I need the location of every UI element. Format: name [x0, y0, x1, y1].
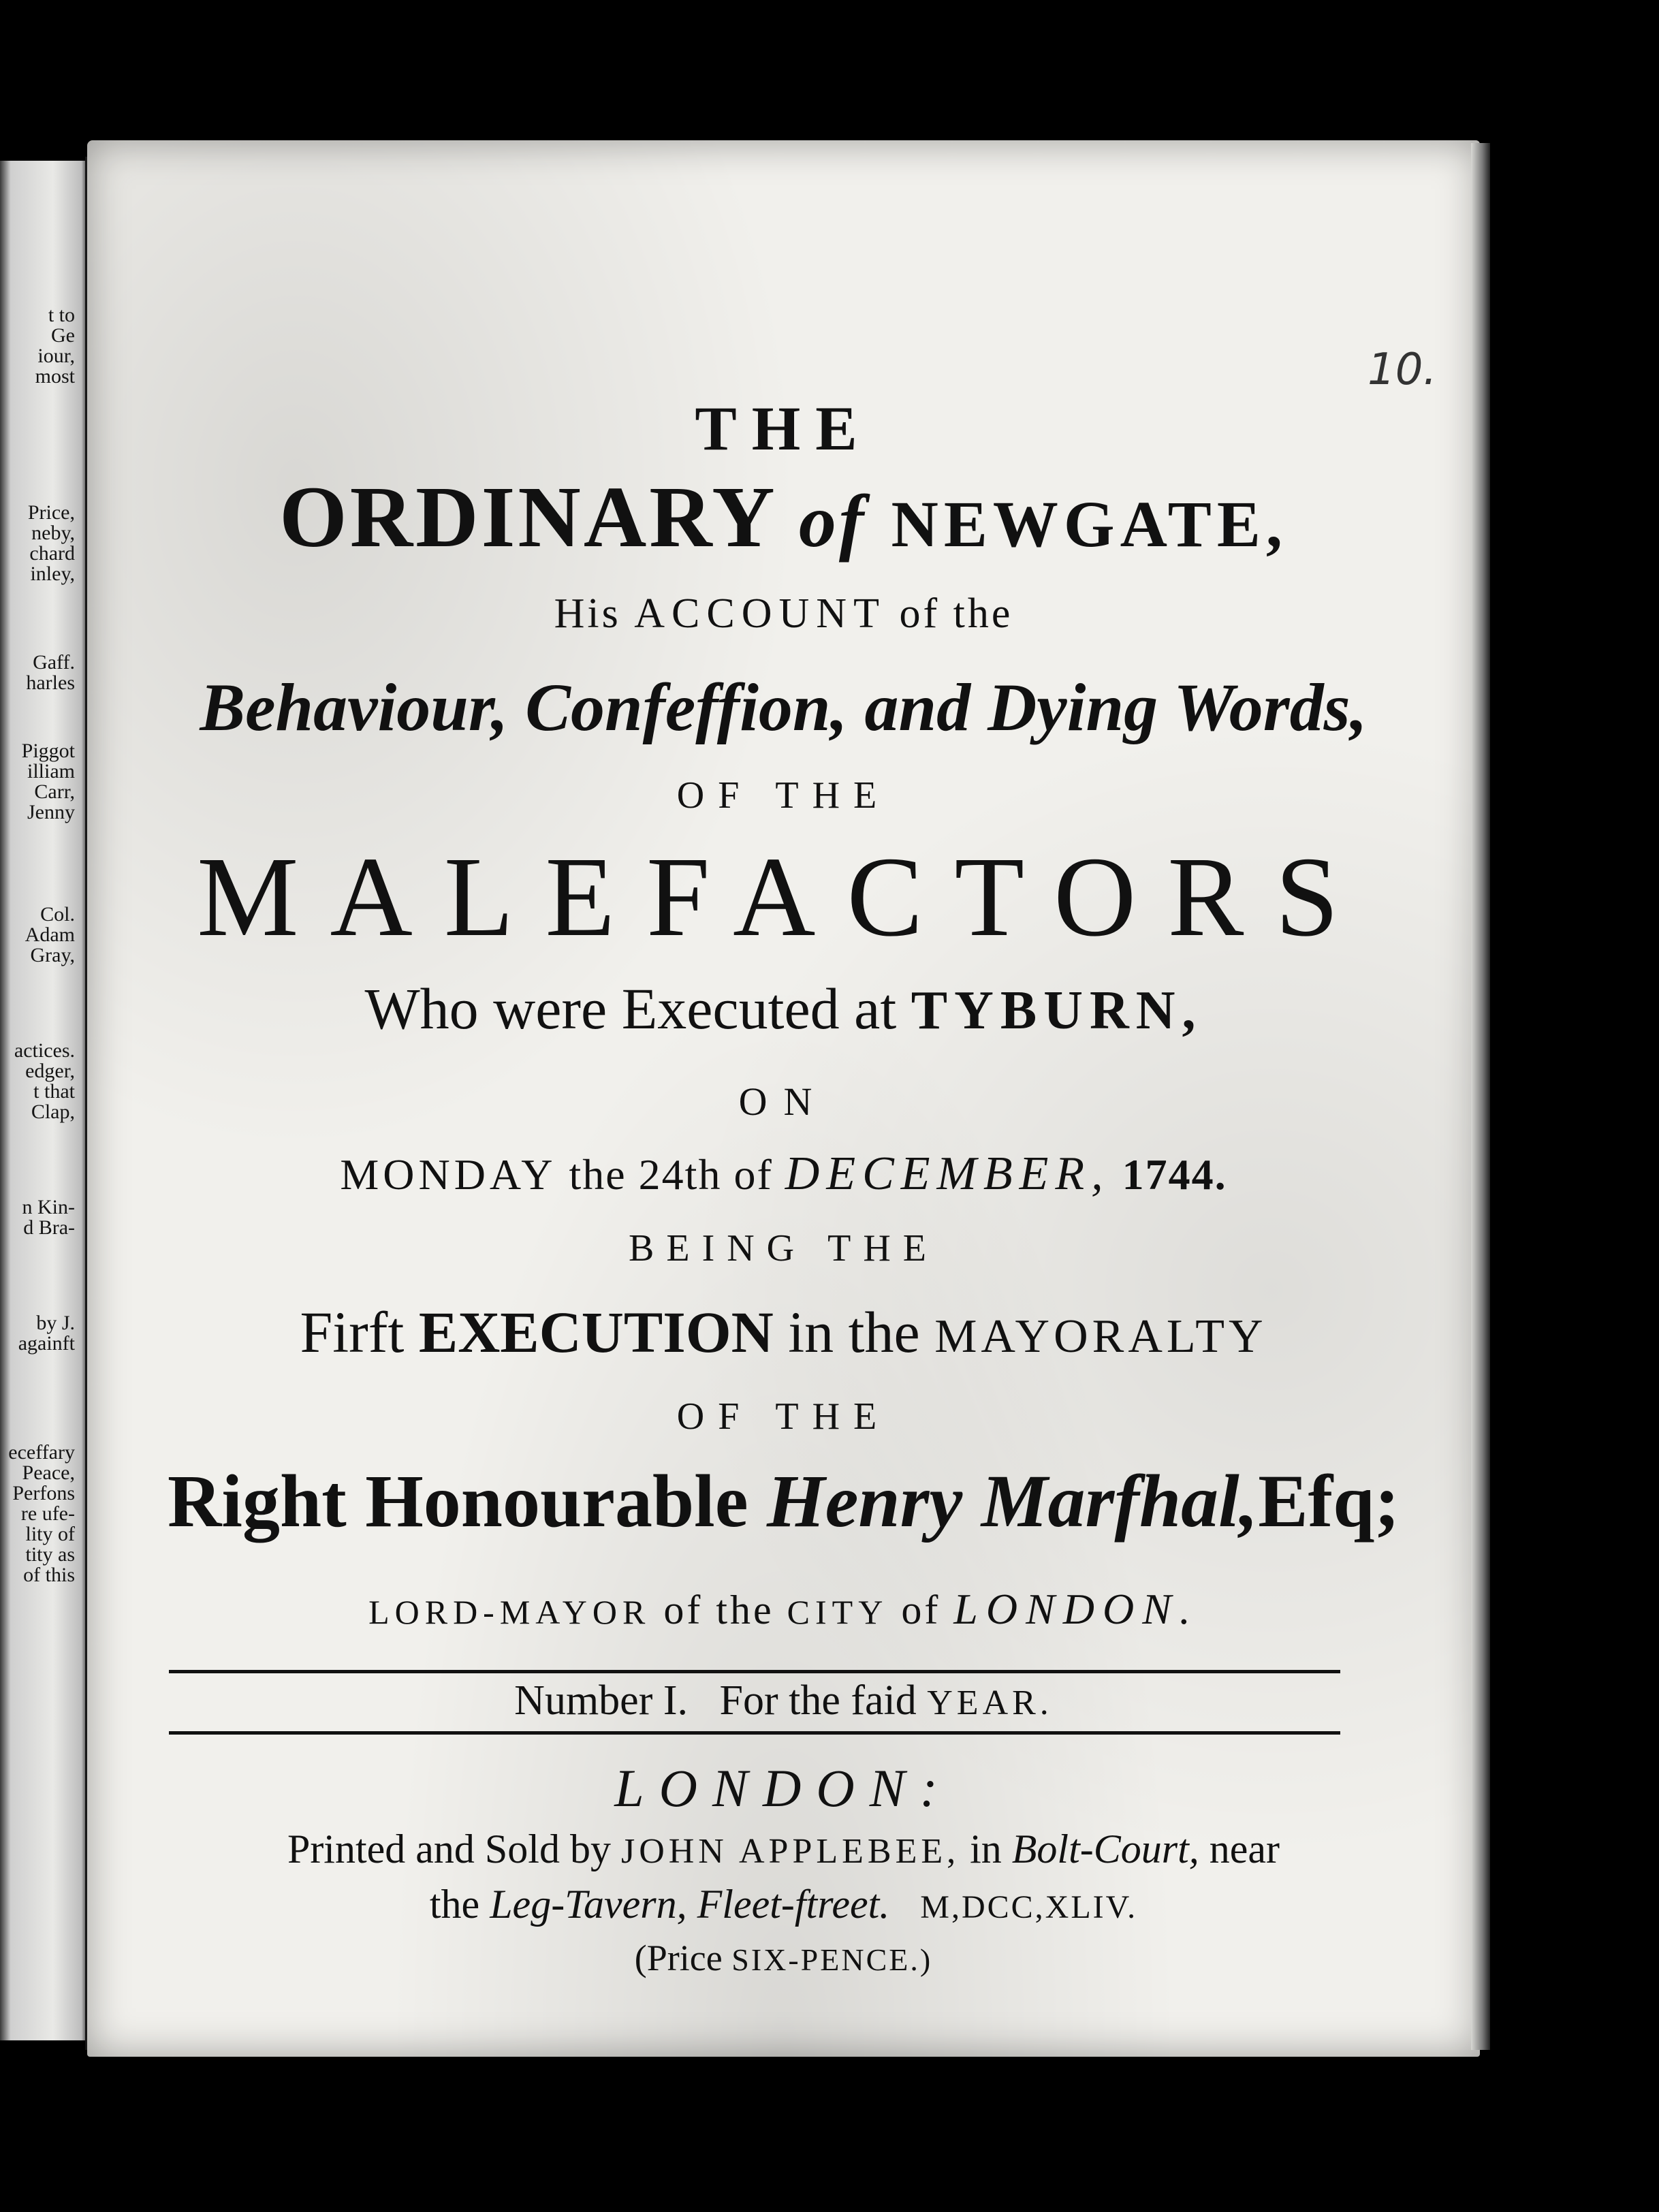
price-word: (Price	[634, 1938, 723, 1978]
facing-page-text-fragment: Piggot	[21, 740, 75, 762]
price-value: SIX-PENCE.)	[731, 1942, 933, 1977]
being-the-line: BEING THE	[629, 1227, 938, 1269]
facing-page-text-fragment: againft	[18, 1332, 75, 1355]
year-text: 1744.	[1122, 1150, 1227, 1199]
number-text: Number I.	[514, 1677, 688, 1724]
bolt-court-text: Bolt-Court,	[1011, 1827, 1199, 1871]
who-were-text: Who were Executed at	[364, 976, 897, 1041]
title-ordinary: ORDINARY	[279, 469, 774, 565]
for-the-said-text: For the faid	[719, 1677, 917, 1724]
account-word: ACCOUNT	[634, 590, 886, 637]
executed-line	[87, 975, 1480, 1043]
facing-page-text-fragment: illiam	[27, 760, 75, 783]
facing-page-text-fragment: Gray,	[30, 944, 75, 966]
tyburn-word: TYBURN,	[911, 981, 1203, 1041]
price-line	[87, 1937, 1480, 1979]
title-ordinary-line	[87, 467, 1480, 567]
mayoralty-word: MAYORALTY	[934, 1310, 1267, 1363]
imprint-printed-line	[87, 1826, 1480, 1873]
facing-page-text-fragment: by J.	[36, 1312, 75, 1334]
facing-page-text-fragment: edger,	[25, 1060, 75, 1082]
in-the-text: in the	[788, 1299, 920, 1365]
imprint-date: M,DCC,XLIV.	[920, 1889, 1138, 1925]
facing-page-text-fragment: Price,	[27, 501, 75, 524]
facing-page-text-fragment: of this	[23, 1564, 75, 1586]
printed-text: Printed and Sold by	[287, 1827, 611, 1871]
henry-marshal-name: Henry Marfhal,	[767, 1459, 1259, 1543]
facing-page-text-fragment: Col.	[40, 903, 75, 926]
title-newgate: NEWGATE,	[891, 488, 1288, 560]
his-account-line	[87, 590, 1480, 638]
facing-page-text-fragment: Peace,	[22, 1462, 75, 1484]
first-execution-line	[87, 1298, 1480, 1366]
date-line	[87, 1147, 1480, 1201]
facing-page-text-fragment: actices.	[14, 1039, 75, 1062]
facing-page-text-fragment: neby,	[31, 522, 75, 544]
year-word: YEAR.	[927, 1684, 1053, 1722]
facing-page-text-fragment: Carr,	[34, 780, 75, 803]
esq-text: Efq;	[1258, 1459, 1400, 1543]
monday-word: MONDAY	[340, 1150, 557, 1199]
rule-top	[169, 1670, 1340, 1673]
malefactors-heading: MALEFACTORS	[197, 834, 1370, 960]
facing-page-text-fragment: lity of	[25, 1523, 75, 1545]
facing-page-text-fragment: Jenny	[27, 801, 75, 823]
of-the-line-2: OF THE	[676, 1395, 891, 1438]
lord-mayor-line	[87, 1584, 1480, 1634]
facing-page-text-fragment: n Kin-	[22, 1196, 75, 1218]
leg-tavern-text: Leg-Tavern, Fleet-ftreet.	[490, 1882, 890, 1927]
printer-name: JOHN APPLEBEE,	[620, 1832, 960, 1871]
facing-page-text-fragment: d Bra-	[23, 1216, 75, 1239]
his-word: His	[554, 590, 621, 637]
facing-page-text-fragment: Gaff.	[33, 651, 75, 674]
facing-page-text-fragment: Ge	[51, 324, 75, 347]
lord-mayor-word: LORD-MAYOR	[368, 1593, 651, 1631]
right-honourable-text: Right Honourable	[167, 1459, 748, 1543]
execution-word: EXECUTION	[418, 1299, 774, 1365]
december-word: DECEMBER,	[785, 1148, 1110, 1200]
title-the: THE	[695, 394, 872, 463]
in-word: in	[970, 1827, 1002, 1871]
title-of: of	[798, 479, 867, 563]
facing-page-text-fragment: chard	[29, 542, 75, 565]
facing-page-text-fragment: t to	[48, 304, 75, 326]
title-page	[87, 140, 1480, 2057]
facing-page-text-fragment: eceffary	[8, 1441, 75, 1464]
imprint-address-line	[87, 1881, 1480, 1928]
facing-page-text-fragment: re ufe-	[20, 1502, 75, 1525]
of-the-city-text: of the	[663, 1587, 774, 1632]
right-honourable-line	[87, 1458, 1480, 1545]
behaviour-line: Behaviour, Confeffion, and Dying Words,	[200, 669, 1368, 745]
city-word: CITY	[787, 1593, 889, 1631]
facing-page-fragment	[0, 161, 89, 2040]
facing-page-text-fragment: Adam	[25, 923, 75, 946]
facing-page-text-fragment: iour,	[37, 345, 75, 367]
folio-number: 10.	[1368, 345, 1437, 395]
facing-page-text-fragment: harles	[26, 672, 75, 694]
facing-page-text-fragment: inley,	[30, 563, 75, 585]
facing-page-text-fragment: t that	[33, 1080, 75, 1103]
imprint-london: LONDON:	[614, 1758, 953, 1818]
facing-page-text-fragment: tity as	[25, 1543, 75, 1566]
the-word: the	[429, 1882, 480, 1927]
of-the-line: OF THE	[676, 774, 891, 817]
of-word: of	[901, 1587, 941, 1632]
on-line: ON	[738, 1079, 829, 1124]
london-word: LONDON.	[953, 1585, 1199, 1633]
number-line	[87, 1677, 1480, 1725]
page-edge-shadow	[1471, 143, 1490, 2050]
near-word: near	[1209, 1827, 1280, 1871]
facing-page-text-fragment: most	[35, 365, 75, 388]
of-the-word: of the	[899, 590, 1013, 637]
facing-page-text-fragment: Perfons	[12, 1482, 75, 1504]
facing-page-text-fragment: Clap,	[31, 1101, 75, 1123]
first-word: Firft	[300, 1299, 405, 1365]
rule-bottom	[169, 1731, 1340, 1735]
the-24th-text: the 24th of	[569, 1150, 773, 1199]
